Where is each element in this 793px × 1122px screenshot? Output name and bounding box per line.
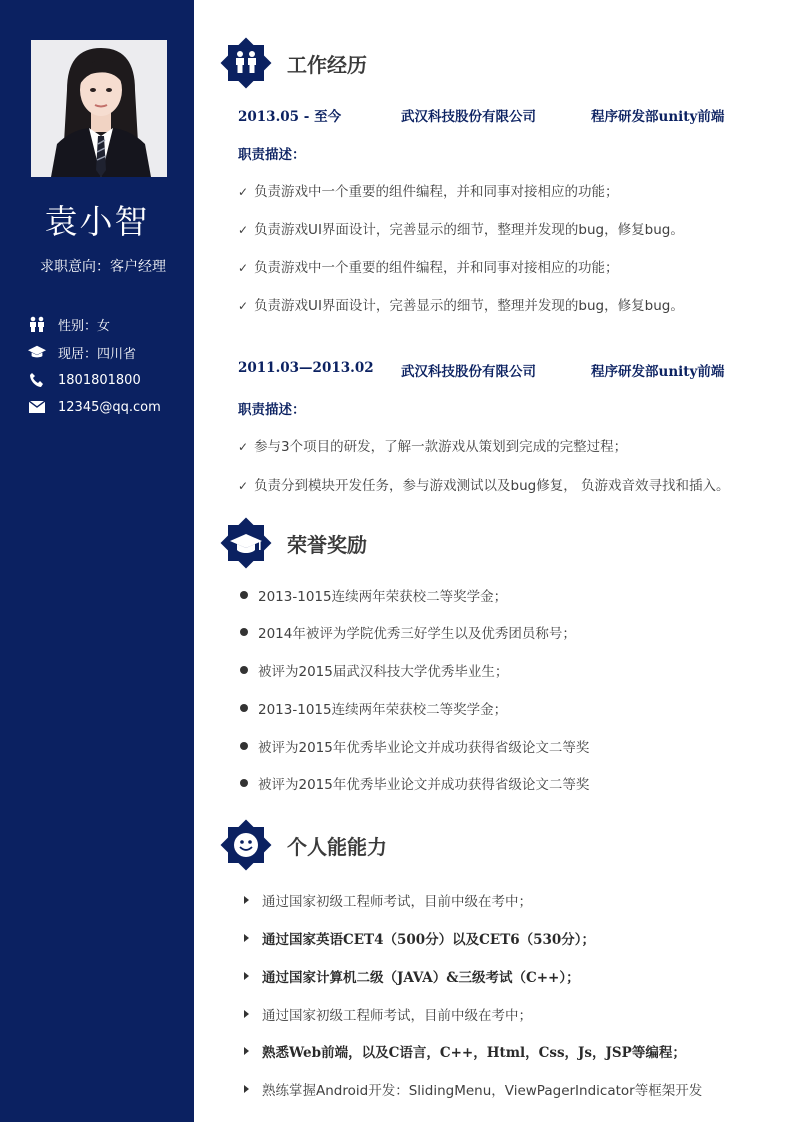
section-title-honors: 荣誉奖励 — [287, 532, 367, 557]
check-icon: ✓ — [238, 299, 249, 313]
job-2-duty: ✓ 参与3个项目的研发，了解一款游戏从策划到完成的完整过程； — [238, 439, 628, 455]
job-1-position: 程序研发部unity前端 — [591, 109, 725, 125]
job-2-position: 程序研发部unity前端 — [591, 364, 725, 380]
triangle-bullet-icon — [244, 934, 249, 942]
job-2-period: 2011.03—2013.02 — [238, 360, 374, 376]
skill-item: 通过国家英语CET4（500分）以及CET6（530分）； — [244, 928, 595, 948]
bullet-icon — [240, 742, 248, 750]
mail-icon — [28, 398, 46, 416]
check-icon: ✓ — [238, 261, 249, 275]
job-1-duty: ✓ 负责游戏中一个重要的组件编程，并和同事对接相应的功能； — [238, 184, 619, 200]
skill-item: 通过国家初级工程师考试，目前中级在考中； — [244, 1004, 532, 1024]
work-badge — [217, 34, 275, 92]
job-2-duty-label: 职责描述： — [238, 402, 306, 418]
honor-item: 被评为2015年优秀毕业论文并成功获得省级论文二等奖 — [240, 736, 589, 756]
section-header-work — [217, 33, 367, 93]
check-icon: ✓ — [238, 479, 249, 493]
job-2-duty: ✓ 负责分到模块开发任务，参与游戏测试以及bug修复， 负游戏音效寻找和插入。 — [238, 478, 730, 494]
job-1-duty: ✓ 负责游戏UI界面设计，完善显示的细节，整理并发现的bug，修复bug。 — [238, 298, 684, 314]
info-gender-text: 性别：女 — [58, 318, 111, 334]
bullet-icon — [240, 704, 248, 712]
job-1-duty-label: 职责描述： — [238, 147, 306, 163]
triangle-bullet-icon — [244, 1085, 249, 1093]
section-title-skills: 个人能能力 — [287, 834, 387, 859]
skill-item: 通过国家初级工程师考试，目前中级在考中； — [244, 890, 532, 910]
bullet-icon — [240, 591, 248, 599]
info-email-text: 12345@qq.com — [58, 399, 161, 415]
sidebar — [0, 0, 194, 1122]
info-gender — [28, 314, 110, 334]
section-title-work: 工作经历 — [287, 52, 367, 77]
graduation-cap-icon — [28, 343, 46, 361]
check-icon: ✓ — [238, 440, 249, 454]
triangle-bullet-icon — [244, 1047, 249, 1055]
bullet-icon — [240, 779, 248, 787]
skill-item: 熟悉Web前端，以及C语言，C++，Html，Css，Js，JSP等编程； — [244, 1041, 686, 1061]
triangle-bullet-icon — [244, 1010, 249, 1018]
triangle-bullet-icon — [244, 896, 249, 904]
candidate-name: 袁小智 — [44, 202, 150, 241]
info-email — [28, 397, 161, 417]
skill-item: 通过国家计算机二级（JAVA）&三级考试（C++）； — [244, 966, 580, 986]
job-1-company: 武汉科技股份有限公司 — [401, 109, 536, 125]
check-icon: ✓ — [238, 185, 249, 199]
job-1-duty: ✓ 负责游戏UI界面设计，完善显示的细节，整理并发现的bug，修复bug。 — [238, 222, 684, 238]
honor-item: 2013-1015连续两年荣获校二等奖学金； — [240, 698, 507, 718]
honor-item: 2013-1015连续两年荣获校二等奖学金； — [240, 585, 507, 605]
smiley-icon — [234, 833, 258, 857]
honor-item: 被评为2015年优秀毕业论文并成功获得省级论文二等奖 — [240, 773, 589, 793]
honor-item: 被评为2015届武汉科技大学优秀毕业生； — [240, 660, 508, 680]
info-location — [28, 342, 136, 362]
skill-item: 熟练掌握Android开发：SlidingMenu，ViewPagerIndicator等框架开发 — [244, 1079, 702, 1099]
job-intent: 求职意向：客户经理 — [40, 259, 166, 275]
section-header-honors — [217, 513, 367, 573]
bullet-icon — [240, 628, 248, 636]
skills-badge — [217, 816, 275, 874]
info-phone — [28, 370, 141, 390]
main-content — [194, 0, 793, 1122]
job-2-header — [238, 360, 778, 378]
people-icon — [28, 315, 46, 333]
job-1-period: 2013.05 - 至今 — [238, 109, 342, 125]
honor-item: 2014年被评为学院优秀三好学生以及优秀团员称号； — [240, 622, 576, 642]
info-location-text: 现居：四川省 — [58, 346, 137, 362]
check-icon: ✓ — [238, 223, 249, 237]
job-1-duty: ✓ 负责游戏中一个重要的组件编程，并和同事对接相应的功能； — [238, 260, 619, 276]
profile-photo — [31, 40, 167, 177]
phone-icon — [28, 371, 46, 389]
triangle-bullet-icon — [244, 972, 249, 980]
info-phone-text: 1801801800 — [58, 372, 141, 388]
job-1-header — [238, 105, 778, 123]
honors-badge — [217, 514, 275, 572]
section-header-skills — [217, 815, 387, 875]
job-2-company: 武汉科技股份有限公司 — [401, 364, 536, 380]
bullet-icon — [240, 666, 248, 674]
